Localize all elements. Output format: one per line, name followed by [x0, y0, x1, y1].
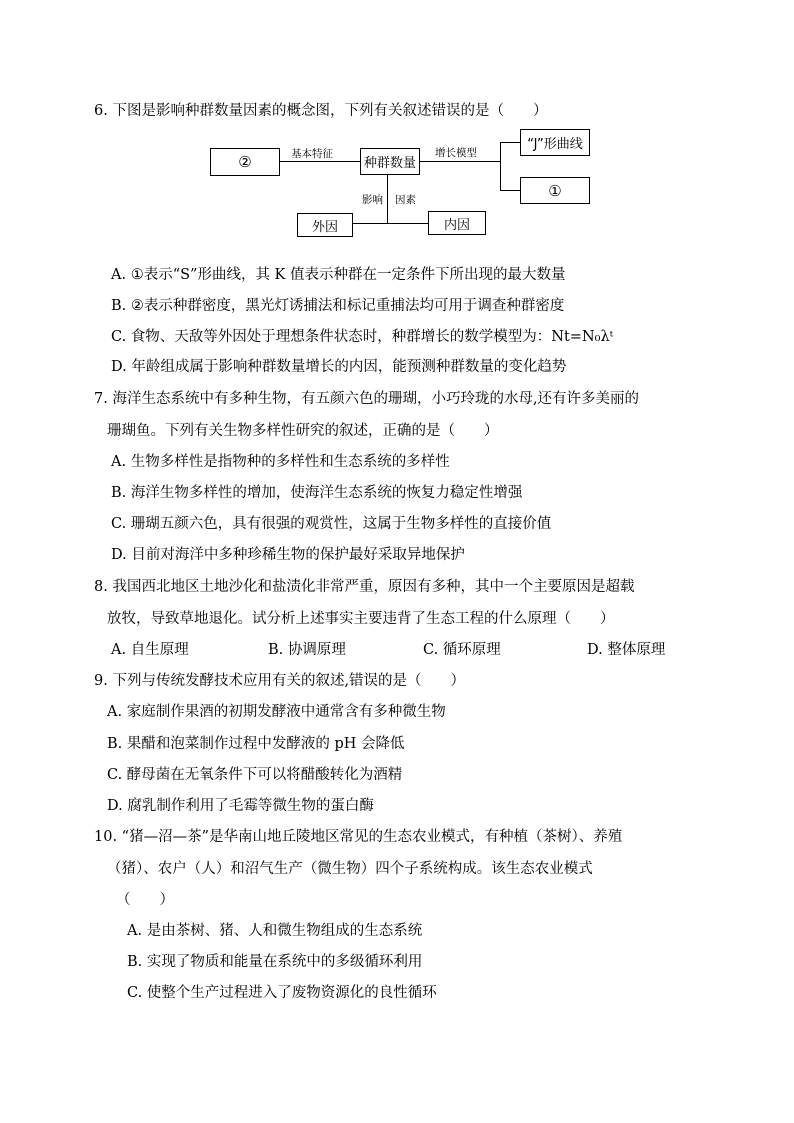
q8-option-d: D. 整体原理 [587, 642, 666, 658]
q10-option-b: B. 实现了物质和能量在系统中的多级循环利用 [127, 954, 423, 970]
connector-bottom [340, 223, 428, 224]
connector-right [420, 161, 500, 162]
connector-branch-top [500, 142, 520, 143]
q6-option-a: A. ①表示“S”形曲线，其 K 值表示种群在一定条件下所出现的最大数量 [111, 267, 566, 283]
box-external-factor: 外因 [297, 213, 353, 237]
q7-option-d: D. 目前对海洋中多种珍稀生物的保护最好采取异地保护 [111, 547, 465, 563]
box-population-size: 种群数量 [360, 148, 420, 175]
q6-option-d: D. 年龄组成属于影响种群数量增长的内因，能预测种群数量的变化趋势 [111, 359, 567, 375]
q10-stem-line2: （猪）、农户（人）和沼气生产（微生物）四个子系统构成。该生态农业模式 [107, 861, 593, 877]
q7-stem-line2: 珊瑚鱼。下列有关生物多样性研究的叙述，正确的是（ ） [107, 423, 499, 439]
connector-down [387, 174, 388, 224]
q6-concept-diagram [205, 128, 605, 240]
q9-option-c: C. 酵母菌在无氧条件下可以将醋酸转化为酒精 [107, 767, 403, 783]
q10-stem-line1: 10. “猪—沼—茶”是华南山地丘陵地区常见的生态农业模式，有种植（茶树）、养殖 [94, 829, 623, 845]
q9-option-a: A. 家庭制作果酒的初期发酵液中通常含有多种微生物 [107, 704, 446, 720]
label-growth-model: 增长模型 [435, 147, 477, 159]
q6-option-c: C. 食物、天敌等外因处于理想条件状态时，种群增长的数学模型为：Nt=N₀λᵗ [111, 329, 614, 345]
label-factor: 因素 [395, 194, 416, 206]
q6-stem: 6. 下图是影响种群数量因素的概念图，下列有关叙述错误的是（ ） [94, 103, 548, 119]
q9-option-b: B. 果醋和泡菜制作过程中发酵液的 pH 会降低 [107, 736, 405, 752]
connector-branch-vertical [500, 142, 501, 191]
q7-option-b: B. 海洋生物多样性的增加，使海洋生态系统的恢复力稳定性增强 [111, 485, 523, 501]
q8-option-b: B. 协调原理 [268, 642, 346, 658]
q10-stem-line3: （ ） [116, 892, 174, 908]
label-influence: 影响 [362, 194, 383, 206]
q7-option-a: A. 生物多样性是指物种的多样性和生态系统的多样性 [111, 454, 450, 470]
q10-option-c: C. 使整个生产过程进入了废物资源化的良性循环 [127, 985, 437, 1001]
q7-option-c: C. 珊瑚五颜六色，具有很强的观赏性，这属于生物多样性的直接价值 [111, 516, 552, 532]
box-j-curve: “J”形曲线 [520, 129, 590, 156]
box-circle-2: ② [210, 148, 280, 176]
q6-option-b: B. ②表示种群密度，黑光灯诱捕法和标记重捕法均可用于调查种群密度 [111, 298, 565, 314]
q9-option-d: D. 腐乳制作利用了毛霉等微生物的蛋白酶 [107, 798, 374, 814]
q10-option-a: A. 是由茶树、猪、人和微生物组成的生态系统 [127, 923, 423, 939]
q8-option-c: C. 循环原理 [423, 642, 501, 658]
q8-stem-line2: 放牧，导致草地退化。试分析上述事实主要违背了生态工程的什么原理（ ） [107, 611, 615, 627]
box-internal-factor: 内因 [428, 211, 486, 235]
q8-option-a: A. 自生原理 [111, 642, 189, 658]
q8-stem-line1: 8. 我国西北地区土地沙化和盐渍化非常严重，原因有多种，其中一个主要原因是超载 [94, 579, 635, 595]
label-basic-feature: 基本特征 [291, 148, 333, 160]
connector-left [280, 161, 360, 162]
box-circle-1: ① [520, 177, 590, 204]
q7-stem-line1: 7. 海洋生态系统中有多种生物，有五颜六色的珊瑚，小巧玲珑的水母,还有许多美丽的 [94, 391, 640, 407]
q9-stem: 9. 下列与传统发酵技术应用有关的叙述,错误的是（ ） [94, 673, 466, 689]
connector-branch-bottom [500, 190, 520, 191]
